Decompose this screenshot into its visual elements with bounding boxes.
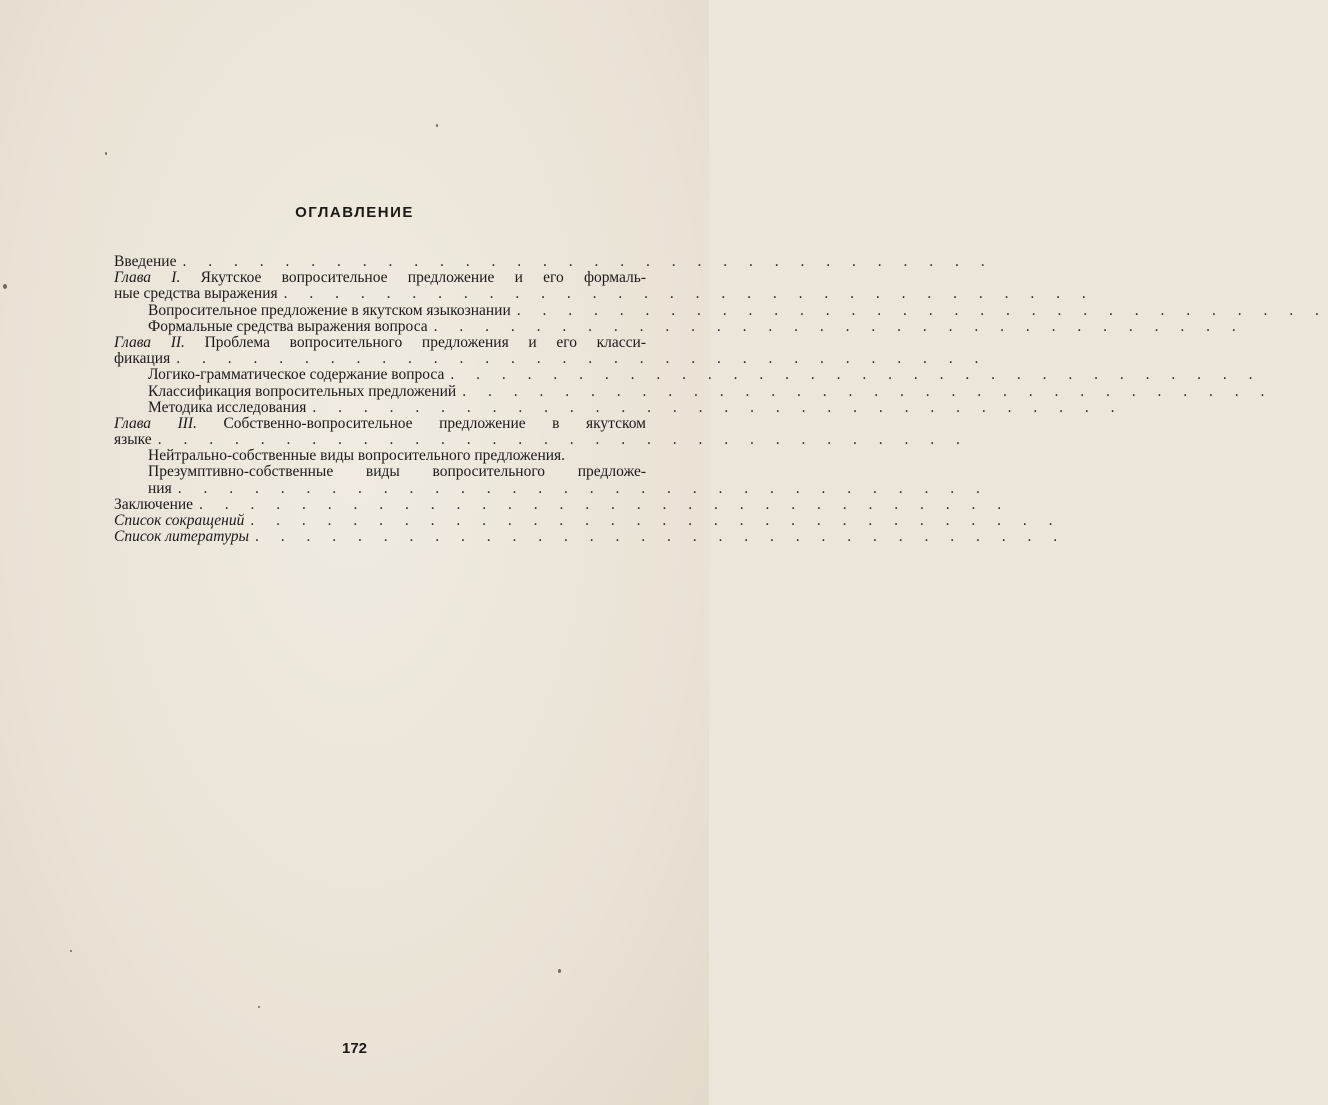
toc-entry-section[interactable] [114, 398, 1124, 416]
toc-entry-references[interactable] [114, 528, 1067, 546]
chapter-label: Глава III. [114, 414, 197, 432]
toc-entry-section-cont[interactable] [114, 479, 989, 497]
toc-entry-chapter-1-cont[interactable] [114, 285, 1095, 303]
dot-leader: . . . . . . . . . . . . . . . . . . . . . . . . . . . . . . . . [157, 431, 969, 449]
section-title: Формальные средства выражения вопроса [148, 317, 428, 335]
toc-entry-chapter-3-cont[interactable] [114, 431, 969, 449]
chapter-label: Глава II. [114, 333, 185, 351]
chapter-title-cont: языке [114, 431, 152, 449]
dot-leader: . . . . . . . . . . . . . . . . . . . . . . . . . . . . . . . . [250, 512, 1062, 529]
toc-entry-conclusion[interactable] [114, 495, 1011, 513]
toc-entry-chapter-1[interactable] [114, 270, 646, 286]
paper-speck [3, 284, 7, 289]
section-title: Логико-грамматическое содержание вопроса [148, 366, 445, 384]
chapter-title: Якутское вопросительное предложение и его формаль- [180, 269, 646, 287]
toc-entry-section[interactable] [114, 464, 646, 480]
toc-entry-introduction[interactable] [114, 253, 994, 270]
toc-entry-text: Список литературы [114, 528, 250, 546]
toc-entry-section[interactable] [114, 301, 1328, 319]
dot-leader: . . . . . . . . . . . . . . . . . . . . . . . . . . . . . . . . [177, 479, 989, 497]
section-title: Методика исследования [148, 398, 307, 416]
section-title: Классификация вопросительных предложений [148, 382, 457, 400]
section-title-cont: ния [148, 479, 172, 497]
page-title: ОГЛАВЛЕНИЕ [295, 204, 414, 221]
dot-leader: . . . . . . . . . . . . . . . . . . . . . . . . . . . . . . . . [312, 398, 1124, 416]
page-number: 172 [341, 1040, 368, 1057]
section-title: Нейтрально-собственные виды вопросительного предложения. [148, 447, 566, 465]
table-of-contents [114, 253, 1328, 546]
section-title: Вопросительное предложение в якутском языкознании [148, 301, 511, 319]
dot-leader: . . . . . . . . . . . . . . . . . . . . . . . . . . . . . . . . [176, 350, 988, 368]
dot-leader: . . . . . . . . . . . . . . . . . . . . . . . . . . . . . . . . [255, 528, 1067, 546]
dot-leader: . . . . . . . . . . . . . . . . . . . . . . . . . . . . . . . . [199, 495, 1011, 513]
toc-entry-text: Введение [114, 253, 177, 270]
paper-speck [105, 152, 107, 155]
dot-leader: . . . . . . . . . . . . . . . . . . . . . . . . . . . . . . . . [516, 301, 1328, 319]
toc-entry-section[interactable] [114, 317, 1245, 335]
dot-leader: . . . . . . . . . . . . . . . . . . . . . . . . . . . . . . . . [450, 366, 1262, 384]
toc-entry-chapter-2[interactable] [114, 335, 646, 351]
chapter-title: Проблема вопросительного предложения и его класси- [184, 333, 646, 351]
paper-speck [258, 1006, 260, 1008]
toc-entry-section[interactable] [114, 382, 1274, 400]
dot-leader: . . . . . . . . . . . . . . . . . . . . . . . . . . . . . . . . [283, 285, 1095, 303]
dot-leader: . . . . . . . . . . . . . . . . . . . . . . . . . . . . . . . . [462, 382, 1274, 400]
dot-leader: . . . . . . . . . . . . . . . . . . . . . . . . . . . . . . . . [182, 253, 994, 270]
toc-entry-text: Список сокращений [114, 512, 245, 529]
chapter-title-cont: фикация [114, 350, 171, 368]
paper-speck [558, 969, 561, 973]
toc-entry-text: Заключение [114, 495, 194, 513]
toc-entry-chapter-2-cont[interactable] [114, 350, 988, 368]
toc-entry-section[interactable] [114, 366, 1262, 384]
chapter-title-cont: ные средства выражения [114, 285, 278, 303]
paper-speck [70, 950, 72, 952]
chapter-label: Глава I. [114, 269, 181, 287]
toc-entry-abbreviations[interactable] [114, 512, 1062, 529]
paper-speck [436, 124, 438, 127]
section-title: Презумптивно-собственные виды вопросительного предложе- [148, 463, 646, 481]
toc-entry-section[interactable] [114, 448, 646, 464]
toc-entry-chapter-3[interactable] [114, 416, 646, 432]
chapter-title: Собственно-вопросительное предложение в якутском [196, 414, 646, 432]
dot-leader: . . . . . . . . . . . . . . . . . . . . . . . . . . . . . . . . [433, 317, 1245, 335]
